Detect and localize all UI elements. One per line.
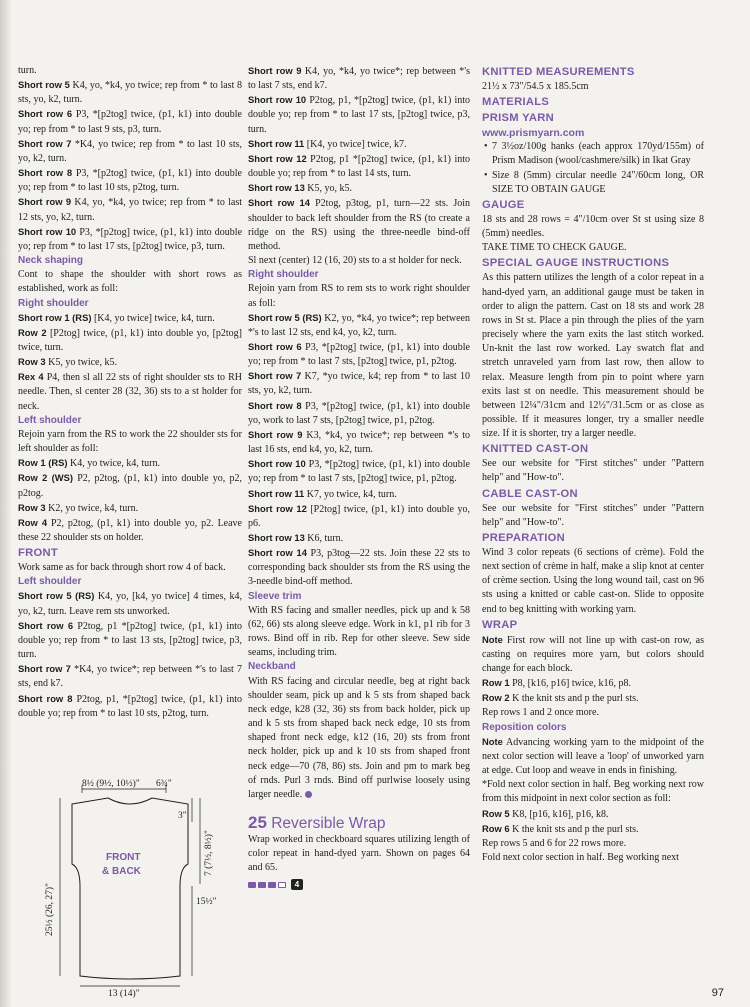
section-heading: FRONT [18,547,59,560]
instruction-paragraph [248,340,470,369]
subsection-heading: Sleeve trim [248,590,302,602]
row-label: Short row 6 [248,340,302,352]
instruction-paragraph [18,370,242,413]
project-title [248,814,470,833]
instruction-text: K4, yo, [k4, yo twice] 4 times, k4, yo, k2, turn. Leave rem sts unworked. [18,591,242,617]
instruction-text: TAKE TIME TO CHECK GAUGE. [482,242,627,254]
instruction-text: P8, [k16, p16] twice, k16, p8. [509,678,631,690]
row-label: Short row 8 [18,167,73,179]
dim-top-width: 8½ (9½, 10½)" [82,779,140,789]
instruction-text: [K4, yo twice] twice, k4, turn. [91,312,215,324]
section-heading: WRAP [482,618,518,631]
instruction-paragraph [18,355,242,370]
instruction-paragraph [18,501,242,516]
section-heading: SPECIAL GAUGE INSTRUCTIONS [482,257,670,270]
instruction-text: K4, yo, *k4, yo twice*; rep between *'s to last 7 sts, end k7. [248,66,470,92]
page-binding-shadow [0,0,12,1007]
instruction-paragraph [248,254,470,268]
instruction-text: P2, p2tog, (p1, k1) into double yo, p2. Leave these 22 shoulder sts on holder. [18,517,242,543]
instruction-paragraph [482,633,704,676]
instruction-paragraph [18,195,242,224]
instruction-paragraph [482,546,704,617]
dim-length: 25½ (26, 27)" [45,883,55,936]
subsection-heading: Right shoulder [18,297,89,309]
instruction-paragraph [18,662,242,691]
instruction-paragraph [248,181,470,196]
row-label: Short row 10 [248,94,307,106]
instruction-text: K2, yo, *k4, yo twice*; rep between *'s to last 12 sts, end k4, yo, k2, turn. [248,312,470,338]
instruction-text: *K4, yo twice; rep from * to last 10 sts, yo, k2, turn. [18,138,242,164]
dim-shoulder: 6¾" [156,779,172,789]
instruction-text: P2tog, p3tog, p1, turn—22 sts. Join shoulder to back left shoulder from the RS (to create a ridge on the RS) using the three-needle bind-off method. [248,198,470,252]
instruction-text: K4, yo, *k4, yo twice; rep from * to last 12 sts, yo, k2, turn. [18,197,242,223]
instruction-paragraph [18,78,242,107]
row-label: Short row 7 [18,663,71,675]
instruction-text: [P2tog] twice, (p1, k1) into double yo, p6. [248,503,470,529]
section-heading: PRISM YARN [482,112,555,125]
materials-list [482,140,704,197]
instruction-paragraph [248,531,470,546]
row-label: Short row 9 [248,65,302,76]
row-label: Note [482,633,503,645]
instruction-text: K5, yo twice, k5. [45,357,117,369]
instruction-text: P3, *[p2tog] twice, (p1, k1) into double yo; rep from * to last 10 sts, p2tog, turn. [18,168,242,194]
instruction-text: K the knit sts and p the purl sts. [509,693,639,705]
section-heading: KNITTED MEASUREMENTS [482,66,635,78]
instruction-paragraph [18,326,242,355]
row-label: Short row 14 [248,547,307,559]
dim-bottom-width: 13 (14)" [108,989,140,998]
front-back-schematic [30,776,230,998]
instruction-paragraph [18,471,242,500]
instruction-paragraph [18,619,242,662]
instruction-text: K5, yo, k5. [304,183,353,195]
instruction-text: K6, turn. [304,533,344,544]
instruction-paragraph [18,137,242,166]
instruction-text: As this pattern utilizes the length of a color repeat in a hand-dyed yarn, an additional gauge must be taken in order to align the pattern. Cast on 18 sts and work 28 rows in St st. Place a pin through the plies of the yarn precisely where the yarn exits the last stitch worked. Un-knit the last row worked. Lay swatch flat and stretch unraveled yarn from last row, then allow to relax. Measure length from pin to point where yarn exits last st on needle. This measurement should be between 12¼"/31cm and 12½"/31.5cm or as close as possible. If it measures longer, try a smaller needle size. If it is shorter, try a larger needle. [482,272,704,440]
project-number: 25 [248,812,267,832]
instruction-text: *Fold next color section in half. Beg working next row from this midpoint in next color section as foll: [482,779,704,805]
instruction-text: P2, p2tog, (p1, k1) into double yo, p2, p2tog. [18,473,242,499]
instruction-paragraph [18,268,242,296]
skill-segment [248,882,256,888]
row-label: Short row 6 [18,619,74,631]
section-heading: GAUGE [482,198,525,211]
subsection-heading: Neck shaping [18,255,84,267]
instruction-text: Rejoin yarn from RS to rem sts to work right shoulder as foll: [248,283,470,309]
instruction-text: 18 sts and 28 rows = 4"/10cm over St st using size 8 (5mm) needles. [482,213,704,240]
row-label: Short row 8 [248,399,302,411]
instruction-text: P3, *[p2tog] twice, (p1, k1) into double yo; rep from * to last 7 sts, [p2tog] twice, p1, p2tog. [248,459,471,485]
instruction-paragraph [18,225,242,254]
subsection-heading: Neckband [248,661,296,673]
instruction-paragraph [248,487,470,502]
row-label: Short row 14 [248,197,310,209]
materials-item: • Size 8 (5mm) circular needle 24"/60cm long, OR SIZE TO OBTAIN GAUGE [492,169,704,197]
project-description: Wrap worked in checkboard squares utilizing length of color repeat in hand-dyed yarn. Shown on pages 64 and 65. [248,833,470,874]
row-label: Row 2 [18,326,47,338]
row-label: Short row 7 [18,137,72,149]
instruction-text: P3, *[p2tog] twice, (p1, k1) into double yo, work to last 7 sts, [p2tog] twice, p1, p2tog. [248,400,470,426]
row-label: Note [482,735,503,747]
section-heading: PREPARATION [482,531,566,544]
instruction-text: First row will not line up with cast-on row, as casting on requires more yarn, but colors should change for each block. [482,634,704,674]
instruction-paragraph [18,166,242,195]
instruction-paragraph [18,428,242,456]
instruction-text: P3, p3tog—22 sts. Join these 22 sts to corresponding back shoulder sts from the RS using the 3-needle bind-off method. [248,548,470,588]
instruction-text: 21½ x 73"/54.5 x 185.5cm [482,81,589,92]
instruction-text: Sl next (center) 12 (16, 20) sts to a st holder for neck. [248,255,462,267]
column-middle [248,64,470,890]
instruction-text: P4, then sl all 22 sts of right shoulder sts to RH needle. Then, sl center 28 (32, 36) sts to a st holder for neck. [18,372,242,412]
row-label: Row 2 [482,692,510,704]
row-label: Short row 9 [18,196,72,208]
instruction-text: P2tog, p1, *[p2tog] twice, (p1, k1) into double yo; rep from * to last 17 sts, [p2tog] twice, p3, turn. [248,95,471,135]
instruction-text: K3, *k4, yo twice*; rep between *'s to last 16 sts, end k4, yo, k2, turn. [248,429,470,456]
instruction-paragraph [482,502,704,530]
instruction-text: K8, [p16, k16], p16, k8. [509,808,609,820]
yarn-website: www.prismyarn.com [482,127,585,140]
instruction-text: Fold next color section in half. Beg working next [482,852,679,864]
dim-armhole: 7 (7½, 8½)" [204,830,214,876]
instruction-paragraph [248,399,470,428]
row-label: Short row 7 [248,370,302,382]
row-label: Short row 10 [18,225,77,237]
subsection-heading: Left shoulder [18,576,82,588]
instruction-paragraph [18,589,242,618]
instruction-text: P3, *[p2tog] twice, (p1, k1) into double yo; rep from * to last 17 sts, [p2tog] twice, p3, turn. [18,226,243,252]
instruction-text: Rep rows 5 and 6 for 22 rows more. [482,837,627,849]
instruction-text: P2tog, p1, *[p2tog] twice, (p1, k1) into double yo; rep from * to last 10 sts, p2tog, turn. [18,693,242,719]
schematic-label-front: FRONT [106,852,141,863]
instruction-text: Cont to shape the shoulder with short rows as established, work as foll: [18,269,242,295]
instruction-paragraph [248,196,470,254]
instruction-paragraph [248,137,470,152]
row-label: Row 6 [482,822,510,834]
instruction-paragraph [18,311,242,326]
row-label: Row 3 [18,501,46,513]
section-heading: CABLE CAST-ON [482,487,578,500]
instruction-text: [P2tog] twice, (p1, k1) into double yo, [p2tog] twice, turn. [18,327,243,353]
section-heading: KNITTED CAST-ON [482,443,589,456]
instruction-text: See our website for "First stitches" under "Pattern help" and "How-to". [482,458,704,484]
row-label: Short row 5 (RS) [248,311,322,323]
row-label: Rex 4 [18,371,44,383]
instruction-paragraph [482,271,704,441]
dim-side: 15½" [196,897,217,907]
instruction-paragraph [248,369,470,398]
row-label: Short row 13 [248,182,305,194]
row-label: Row 2 (WS) [18,472,73,484]
instruction-text: Advancing working yarn to the midpoint of the next color section will leave a 'loop' of unworked yarn at edge. Cut loop and weave in ends in finishing. [482,736,704,777]
instruction-text: Wind 3 color repeats (6 sections of crème). Fold the next section of crème in half, make a slip knot at center of crème section. Using the long wound tail, cast on 96 sts using a knitted or cable cast-on. Slide to opposite end to beg knitting with working yarn. [482,546,704,615]
instruction-paragraph [248,604,470,661]
instruction-paragraph [248,152,470,181]
skill-segment-empty [278,882,286,888]
column-right [482,64,704,865]
instruction-text: K4, yo twice, k4, turn. [67,458,160,470]
project-name: Reversible Wrap [271,814,386,832]
instruction-text: See our website for "First stitches" under "Pattern help" and "How-to". [482,502,704,528]
instruction-paragraph [482,778,704,806]
instruction-text: K4, yo, *k4, yo twice; rep from * to last 8 sts, yo, k2, turn. [18,80,242,106]
instruction-paragraph [482,676,704,691]
row-label: Short row 5 [18,79,70,91]
subsection-heading: Right shoulder [248,269,319,281]
instruction-paragraph [482,213,704,241]
instruction-text: Rejoin yarn from the RS to work the 22 shoulder sts for left shoulder as foll: [18,428,242,455]
row-label: Short row 6 [18,108,73,120]
row-label: Short row 12 [248,152,307,164]
skill-level-indicator [248,879,470,890]
section-heading: MATERIALS [482,96,550,109]
instruction-paragraph [18,516,242,545]
instruction-paragraph [18,692,242,721]
instruction-paragraph [482,851,704,865]
row-label: Short row 11 [248,487,305,499]
instruction-paragraph [482,457,704,485]
instruction-text: [K4, yo twice] twice, k7. [304,138,407,150]
subsection-heading: Reposition colors [482,721,567,733]
row-label: Short row 5 (RS) [18,590,95,602]
instruction-text: K the knit sts and p the purl sts. [509,823,639,835]
instruction-paragraph [248,546,470,589]
instruction-paragraph [482,822,704,837]
row-label: Short row 11 [248,137,305,149]
instruction-text: P2tog, p1 *[p2tog] twice, (p1, k1) into double yo; rep from * to last 13 sts, [p2tog] twice, p3, turn. [18,620,242,661]
instruction-paragraph [482,241,704,255]
project-header [248,814,470,890]
instruction-paragraph [248,457,470,486]
column-left [18,64,242,721]
instruction-paragraph [248,428,470,457]
row-label: Row 4 [18,516,48,528]
skill-segment [258,882,266,888]
instruction-paragraph [482,80,704,94]
subsection-heading: Left shoulder [18,414,82,426]
instruction-paragraph [18,456,242,471]
skill-segment [268,882,276,888]
instruction-paragraph [18,64,242,78]
row-label: Short row 10 [248,458,306,470]
instruction-paragraph [482,837,704,851]
instruction-text: P3, *[p2tog] twice, (p1, k1) into double yo; rep from * to last 7 sts, [p2tog] twice, p1, p2tog. [248,341,470,368]
row-label: Row 5 [482,807,510,819]
row-label: Row 1 (RS) [18,457,68,469]
schematic-label-back: & BACK [102,866,141,877]
instruction-paragraph [248,93,470,136]
row-label: Short row 8 [18,692,73,704]
instruction-text: With RS facing and smaller needles, pick up and k 58 (62, 66) sts along sleeve edge. Work in k1, p1 rib for 3 rows. Bind off in rib. Rep for other sleeve. Sew side seams, including trim. [248,604,470,659]
instruction-paragraph [482,807,704,822]
instruction-text: turn. [18,65,37,76]
row-label: Short row 1 (RS) [18,311,92,323]
instruction-text: P3, *[p2tog] twice, (p1, k1) into double yo; rep from * to last 9 sts, p3, turn. [18,109,242,135]
end-of-pattern-dot [305,791,312,798]
instruction-paragraph [482,691,704,706]
instruction-paragraph [18,107,242,136]
instruction-paragraph [248,502,470,531]
instruction-text: *K4, yo twice*; rep between *'s to last 7 sts, end k7. [18,664,242,690]
instruction-paragraph [248,282,470,310]
instruction-text: Work same as for back through short row 4 of back. [18,562,226,574]
instruction-text: With RS facing and circular needle, beg at right back shoulder seam, pick up and k 5 sts from shaped back neck edge, k28 (32, 36) sts from back holder, pick up and k 5 sts from shaped back neck edge, 10 sts from shaped front neck edge, k12 (16, 20) sts from front neck holder, pick up and k 10 sts from shaped front neck edge—70 (78, 86) sts. Join and pm to mark beg of rnds. Purl 3 rnds. Bind off purlwise loosely using larger needle. [248,675,470,800]
instruction-text: P2tog, p1 *[p2tog] twice, (p1, k1) into double yo; rep from * to last 14 sts, turn. [248,153,470,180]
instruction-text: K7, yo twice, k4, turn. [304,488,397,500]
row-label: Short row 12 [248,502,307,514]
instruction-text: Rep rows 1 and 2 once more. [482,707,599,719]
page-number: 97 [711,987,724,999]
instruction-paragraph [248,64,470,93]
instruction-paragraph [248,311,470,340]
row-label: Row 3 [18,356,46,368]
instruction-text: K7, *yo twice, k4; rep from * to last 10 sts, yo, k2, turn. [248,371,470,397]
materials-item: • 7 3½oz/100g hanks (each approx 170yd/155m) of Prism Madison (wool/cashmere/silk) in Ikat Gray [492,140,704,168]
garment-outline [72,798,188,979]
dim-neck-depth: 3" [178,811,187,821]
instruction-paragraph [18,561,242,575]
instruction-text: K2, yo twice, k4, turn. [45,502,139,514]
instruction-paragraph [482,735,704,778]
row-label: Short row 13 [248,532,305,543]
row-label: Row 1 [482,677,510,689]
row-label: Short row 9 [248,428,303,440]
column-middle-body [248,64,470,802]
skill-level-badge: 4 [291,879,303,890]
instruction-paragraph [248,675,470,802]
instruction-paragraph [482,706,704,720]
